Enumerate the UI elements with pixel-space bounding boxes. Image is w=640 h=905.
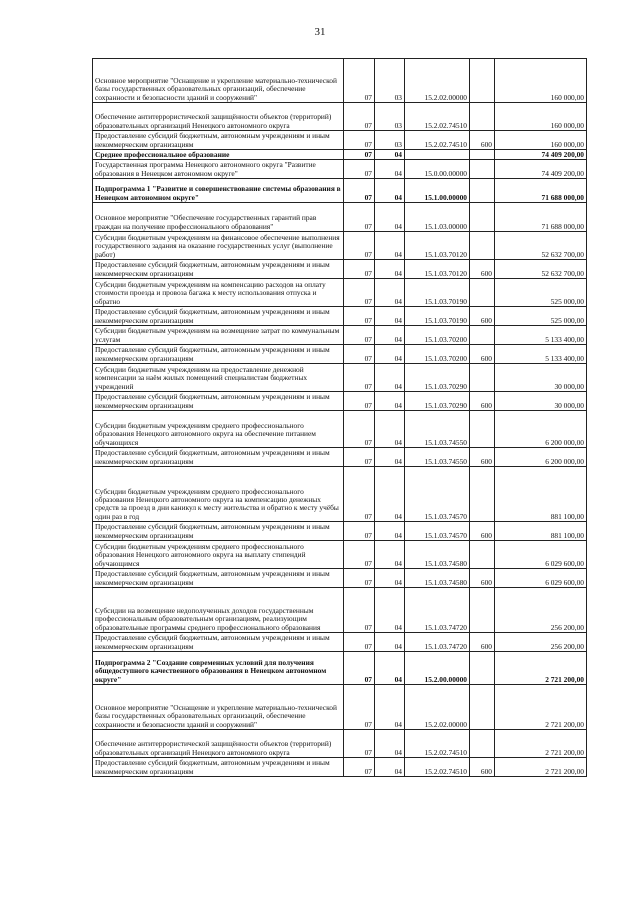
- row-amount-cell: 6 200 000,00: [495, 411, 587, 448]
- row-amount-cell: 525 000,00: [495, 307, 587, 326]
- row-amount-cell: 881 100,00: [495, 522, 587, 541]
- row-expense-type-cell: [470, 652, 495, 685]
- row-section-cell: 07: [344, 467, 375, 522]
- row-amount-cell: 71 688 000,00: [495, 203, 587, 232]
- budget-table: [92, 58, 587, 777]
- row-section-cell: 07: [344, 522, 375, 541]
- table-row: [93, 232, 587, 260]
- row-expense-type-cell: 600: [470, 758, 495, 777]
- row-name-cell: Основное мероприятие "Оснащение и укрепление материально-технической базы государственных образовательных организаций, обеспечение сохранности и безопасности зданий и сооружений": [93, 59, 344, 103]
- row-section-cell: 07: [344, 541, 375, 569]
- row-target-article-cell: 15.1.03.74580: [405, 541, 470, 569]
- row-section-cell: 07: [344, 448, 375, 467]
- row-subsection-cell: 04: [375, 588, 405, 633]
- table-row: [93, 150, 587, 160]
- row-amount-cell: 2 721 200,00: [495, 730, 587, 758]
- row-section-cell: 07: [344, 307, 375, 326]
- row-subsection-cell: 04: [375, 326, 405, 345]
- table-row: [93, 730, 587, 758]
- table-row: [93, 411, 587, 448]
- row-name-cell: Предоставление субсидий бюджетным, автономным учреждениям и иным некоммерческим организациям: [93, 758, 344, 777]
- row-expense-type-cell: [470, 203, 495, 232]
- row-subsection-cell: 03: [375, 59, 405, 103]
- row-name-cell: Предоставление субсидий бюджетным, автономным учреждениям и иным некоммерческим организациям: [93, 633, 344, 652]
- row-section-cell: 07: [344, 150, 375, 160]
- row-target-article-cell: 15.1.03.00000: [405, 203, 470, 232]
- row-section-cell: 07: [344, 730, 375, 758]
- table-row: [93, 522, 587, 541]
- row-expense-type-cell: [470, 411, 495, 448]
- row-section-cell: 07: [344, 758, 375, 777]
- row-name-cell: Субсидии бюджетным учреждениям на предоставление денежной компенсации за наём жилых помещений специалистам бюджетных учреждений: [93, 364, 344, 392]
- row-amount-cell: 52 632 700,00: [495, 260, 587, 279]
- row-amount-cell: 256 200,00: [495, 588, 587, 633]
- row-subsection-cell: 04: [375, 730, 405, 758]
- row-subsection-cell: 04: [375, 179, 405, 203]
- row-expense-type-cell: [470, 232, 495, 260]
- row-section-cell: 07: [344, 345, 375, 364]
- budget-table-body: [93, 59, 587, 777]
- row-section-cell: 07: [344, 326, 375, 345]
- table-row: [93, 307, 587, 326]
- row-target-article-cell: 15.1.03.70290: [405, 364, 470, 392]
- row-expense-type-cell: 600: [470, 522, 495, 541]
- table-row: [93, 179, 587, 203]
- row-target-article-cell: 15.1.03.70190: [405, 307, 470, 326]
- row-name-cell: Предоставление субсидий бюджетным, автономным учреждениям и иным некоммерческим организациям: [93, 522, 344, 541]
- row-section-cell: 07: [344, 633, 375, 652]
- row-amount-cell: 74 409 200,00: [495, 150, 587, 160]
- row-subsection-cell: 04: [375, 260, 405, 279]
- row-name-cell: Основное мероприятие "Обеспечение государственных гарантий прав граждан на получение профессионального образования": [93, 203, 344, 232]
- row-name-cell: Субсидии бюджетным учреждениям на компенсацию расходов на оплату стоимости проезда и провоза багажа к месту использования отпуска и обратно: [93, 279, 344, 307]
- row-section-cell: 07: [344, 103, 375, 131]
- row-amount-cell: 71 688 000,00: [495, 179, 587, 203]
- table-row: [93, 203, 587, 232]
- row-subsection-cell: 04: [375, 411, 405, 448]
- row-target-article-cell: 15.1.03.70200: [405, 326, 470, 345]
- row-section-cell: 07: [344, 652, 375, 685]
- row-expense-type-cell: [470, 179, 495, 203]
- row-section-cell: 07: [344, 203, 375, 232]
- row-subsection-cell: 04: [375, 345, 405, 364]
- row-name-cell: Субсидии бюджетным учреждениям на возмещение затрат по коммунальным услугам: [93, 326, 344, 345]
- row-target-article-cell: 15.1.03.70190: [405, 279, 470, 307]
- row-amount-cell: 256 200,00: [495, 633, 587, 652]
- table-row: [93, 345, 587, 364]
- row-target-article-cell: 15.1.03.74550: [405, 448, 470, 467]
- row-amount-cell: 74 409 200,00: [495, 160, 587, 179]
- row-expense-type-cell: [470, 588, 495, 633]
- row-subsection-cell: 04: [375, 160, 405, 179]
- table-row: [93, 541, 587, 569]
- row-name-cell: Субсидии бюджетным учреждениям на финансовое обеспечение выполнения государственного задания на оказание государственных услуг (выполнение работ): [93, 232, 344, 260]
- row-subsection-cell: 04: [375, 758, 405, 777]
- row-expense-type-cell: [470, 59, 495, 103]
- row-target-article-cell: 15.1.03.70120: [405, 260, 470, 279]
- row-subsection-cell: 04: [375, 652, 405, 685]
- row-expense-type-cell: 600: [470, 307, 495, 326]
- table-row: [93, 279, 587, 307]
- row-name-cell: Предоставление субсидий бюджетным, автономным учреждениям и иным некоммерческим организациям: [93, 392, 344, 411]
- row-section-cell: 07: [344, 59, 375, 103]
- row-name-cell: Субсидии бюджетным учреждениям среднего профессионального образования Ненецкого автономного округа на компенсацию денежных средств за проезд в дни каникул к месту жительства и обратно к месту учёбы один раз в год: [93, 467, 344, 522]
- row-section-cell: 07: [344, 260, 375, 279]
- row-section-cell: 07: [344, 232, 375, 260]
- table-row: [93, 326, 587, 345]
- row-amount-cell: 6 029 600,00: [495, 541, 587, 569]
- row-target-article-cell: 15.2.02.74510: [405, 758, 470, 777]
- table-row: [93, 448, 587, 467]
- row-expense-type-cell: [470, 103, 495, 131]
- row-section-cell: 07: [344, 685, 375, 730]
- row-amount-cell: 881 100,00: [495, 467, 587, 522]
- row-subsection-cell: 04: [375, 448, 405, 467]
- row-section-cell: 07: [344, 279, 375, 307]
- row-subsection-cell: 04: [375, 522, 405, 541]
- row-expense-type-cell: [470, 730, 495, 758]
- row-expense-type-cell: [470, 541, 495, 569]
- row-amount-cell: 160 000,00: [495, 103, 587, 131]
- row-subsection-cell: 04: [375, 364, 405, 392]
- row-name-cell: Обеспечение антитеррористической защищённости объектов (территорий) образовательных организаций Ненецкого автономного округа: [93, 730, 344, 758]
- row-expense-type-cell: 600: [470, 569, 495, 588]
- row-target-article-cell: 15.2.02.74510: [405, 730, 470, 758]
- table-row: [93, 59, 587, 103]
- row-expense-type-cell: 600: [470, 131, 495, 150]
- row-name-cell: Предоставление субсидий бюджетным, автономным учреждениям и иным некоммерческим организациям: [93, 260, 344, 279]
- row-subsection-cell: 04: [375, 633, 405, 652]
- row-target-article-cell: 15.0.00.00000: [405, 160, 470, 179]
- row-subsection-cell: 04: [375, 307, 405, 326]
- row-subsection-cell: 04: [375, 392, 405, 411]
- table-row: [93, 652, 587, 685]
- row-expense-type-cell: 600: [470, 345, 495, 364]
- table-row: [93, 131, 587, 150]
- row-name-cell: Предоставление субсидий бюджетным, автономным учреждениям и иным некоммерческим организациям: [93, 569, 344, 588]
- row-expense-type-cell: [470, 326, 495, 345]
- row-subsection-cell: 03: [375, 103, 405, 131]
- row-section-cell: 07: [344, 392, 375, 411]
- row-target-article-cell: 15.1.03.74720: [405, 588, 470, 633]
- row-target-article-cell: 15.2.02.74510: [405, 103, 470, 131]
- row-amount-cell: 5 133 400,00: [495, 345, 587, 364]
- table-row: [93, 160, 587, 179]
- row-target-article-cell: 15.1.03.74550: [405, 411, 470, 448]
- table-row: [93, 588, 587, 633]
- row-target-article-cell: 15.1.03.70120: [405, 232, 470, 260]
- row-expense-type-cell: 600: [470, 260, 495, 279]
- row-section-cell: 07: [344, 411, 375, 448]
- row-subsection-cell: 04: [375, 203, 405, 232]
- row-section-cell: 07: [344, 131, 375, 150]
- row-target-article-cell: 15.1.03.70290: [405, 392, 470, 411]
- row-subsection-cell: 04: [375, 685, 405, 730]
- row-subsection-cell: 04: [375, 467, 405, 522]
- row-target-article-cell: [405, 150, 470, 160]
- row-amount-cell: 160 000,00: [495, 131, 587, 150]
- row-name-cell: Обеспечение антитеррористической защищённости объектов (территорий) образовательных организаций Ненецкого автономного округа: [93, 103, 344, 131]
- table-row: [93, 569, 587, 588]
- table-row: [93, 364, 587, 392]
- row-section-cell: 07: [344, 569, 375, 588]
- row-target-article-cell: 15.2.02.00000: [405, 59, 470, 103]
- row-amount-cell: 2 721 200,00: [495, 685, 587, 730]
- row-subsection-cell: 03: [375, 131, 405, 150]
- row-name-cell: Субсидии бюджетным учреждениям среднего профессионального образования Ненецкого автономного округа на обеспечение питанием обучающихся: [93, 411, 344, 448]
- row-expense-type-cell: [470, 685, 495, 730]
- row-expense-type-cell: 600: [470, 448, 495, 467]
- row-name-cell: Государственная программа Ненецкого автономного округа "Развитие образования в Ненецком автономном округе": [93, 160, 344, 179]
- row-amount-cell: 2 721 200,00: [495, 758, 587, 777]
- row-expense-type-cell: [470, 279, 495, 307]
- row-section-cell: 07: [344, 588, 375, 633]
- row-section-cell: 07: [344, 160, 375, 179]
- page-number: 31: [314, 26, 326, 38]
- row-target-article-cell: 15.1.03.74570: [405, 467, 470, 522]
- row-amount-cell: 6 200 000,00: [495, 448, 587, 467]
- row-amount-cell: 160 000,00: [495, 59, 587, 103]
- row-name-cell: Среднее профессиональное образование: [93, 150, 344, 160]
- row-subsection-cell: 04: [375, 279, 405, 307]
- row-target-article-cell: 15.1.00.00000: [405, 179, 470, 203]
- row-expense-type-cell: [470, 160, 495, 179]
- row-amount-cell: 6 029 600,00: [495, 569, 587, 588]
- row-target-article-cell: 15.1.03.74580: [405, 569, 470, 588]
- row-name-cell: Подпрограмма 1 "Развитие и совершенствование системы образования в Ненецком автономном округе": [93, 179, 344, 203]
- row-expense-type-cell: [470, 364, 495, 392]
- row-amount-cell: 30 000,00: [495, 364, 587, 392]
- table-row: [93, 260, 587, 279]
- row-subsection-cell: 04: [375, 569, 405, 588]
- row-target-article-cell: 15.1.03.70200: [405, 345, 470, 364]
- row-name-cell: Предоставление субсидий бюджетным, автономным учреждениям и иным некоммерческим организациям: [93, 345, 344, 364]
- row-section-cell: 07: [344, 364, 375, 392]
- row-expense-type-cell: 600: [470, 633, 495, 652]
- row-amount-cell: 5 133 400,00: [495, 326, 587, 345]
- row-amount-cell: 2 721 200,00: [495, 652, 587, 685]
- row-amount-cell: 30 000,00: [495, 392, 587, 411]
- table-row: [93, 685, 587, 730]
- row-expense-type-cell: [470, 150, 495, 160]
- row-section-cell: 07: [344, 179, 375, 203]
- row-name-cell: Субсидии бюджетным учреждениям среднего профессионального образования Ненецкого автономного округа на выплату стипендий обучающимся: [93, 541, 344, 569]
- row-expense-type-cell: [470, 467, 495, 522]
- row-subsection-cell: 04: [375, 232, 405, 260]
- table-row: [93, 103, 587, 131]
- row-target-article-cell: 15.2.02.74510: [405, 131, 470, 150]
- row-target-article-cell: 15.2.02.00000: [405, 685, 470, 730]
- row-subsection-cell: 04: [375, 541, 405, 569]
- row-name-cell: Предоставление субсидий бюджетным, автономным учреждениям и иным некоммерческим организациям: [93, 131, 344, 150]
- row-target-article-cell: 15.1.03.74570: [405, 522, 470, 541]
- row-amount-cell: 52 632 700,00: [495, 232, 587, 260]
- row-target-article-cell: 15.2.00.00000: [405, 652, 470, 685]
- table-row: [93, 633, 587, 652]
- row-name-cell: Предоставление субсидий бюджетным, автономным учреждениям и иным некоммерческим организациям: [93, 448, 344, 467]
- table-row: [93, 467, 587, 522]
- row-name-cell: Предоставление субсидий бюджетным, автономным учреждениям и иным некоммерческим организациям: [93, 307, 344, 326]
- row-name-cell: Основное мероприятие "Оснащение и укрепление материально-технической базы государственных образовательных организаций, обеспечение сохранности и безопасности зданий и сооружений": [93, 685, 344, 730]
- table-row: [93, 758, 587, 777]
- row-name-cell: Субсидии на возмещение недополученных доходов государственным профессиональным образовательным организациям, реализующим образовательные программы среднего профессионального образования: [93, 588, 344, 633]
- row-amount-cell: 525 000,00: [495, 279, 587, 307]
- table-row: [93, 392, 587, 411]
- row-target-article-cell: 15.1.03.74720: [405, 633, 470, 652]
- row-name-cell: Подпрограмма 2 "Создание современных условий для получения общедоступного качественного образования в Ненецком автономном округе": [93, 652, 344, 685]
- row-subsection-cell: 04: [375, 150, 405, 160]
- row-expense-type-cell: 600: [470, 392, 495, 411]
